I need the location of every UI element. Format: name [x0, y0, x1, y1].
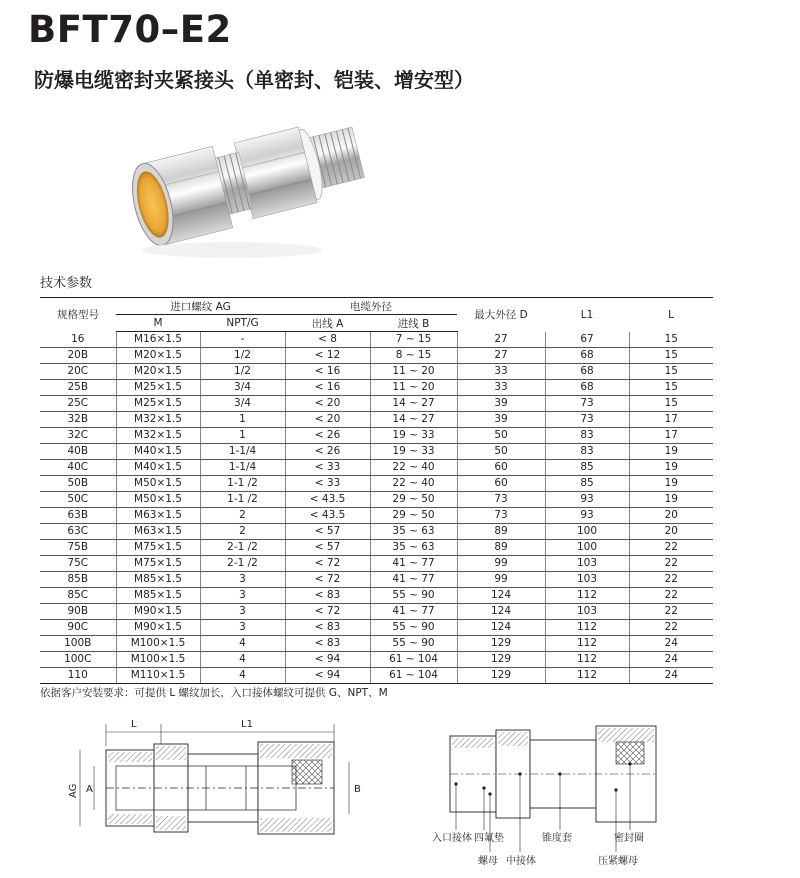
part-inlet-label: 入口接体 — [432, 833, 472, 844]
table-row — [40, 476, 713, 492]
table-row — [40, 620, 713, 636]
cell-l: 19 — [629, 460, 713, 476]
cell-cable-a: < 57 — [285, 524, 370, 540]
cell-cable-b: 55 ~ 90 — [370, 588, 457, 604]
cell-cable-b: 35 ~ 63 — [370, 524, 457, 540]
cell-cable-a: < 16 — [285, 380, 370, 396]
cell-max-d: 129 — [457, 668, 545, 684]
table-row — [40, 508, 713, 524]
cell-thread-m: M32×1.5 — [116, 412, 200, 428]
cell-l1: 103 — [545, 556, 629, 572]
cell-thread-m: M16×1.5 — [116, 332, 200, 348]
col-l1: L1 — [545, 298, 629, 332]
table-row — [40, 492, 713, 508]
cell-thread-m: M110×1.5 — [116, 668, 200, 684]
cell-thread-npt: 1-1/4 — [200, 460, 285, 476]
cell-l: 22 — [629, 620, 713, 636]
cell-thread-m: M100×1.5 — [116, 636, 200, 652]
cell-model: 100B — [40, 636, 116, 652]
cell-thread-npt: 2-1 /2 — [200, 556, 285, 572]
cell-l1: 103 — [545, 604, 629, 620]
cell-cable-b: 7 ~ 15 — [370, 332, 457, 348]
cell-cable-a: < 83 — [285, 588, 370, 604]
cell-max-d: 27 — [457, 332, 545, 348]
cell-l: 19 — [629, 476, 713, 492]
cell-model: 20B — [40, 348, 116, 364]
cell-model: 16 — [40, 332, 116, 348]
cell-thread-npt: 1-1 /2 — [200, 492, 285, 508]
col-thread-m: M — [116, 315, 200, 332]
cell-l1: 73 — [545, 396, 629, 412]
cell-thread-npt: 3 — [200, 588, 285, 604]
section-label: 技术参数 — [40, 276, 93, 291]
col-cable-b: 进线 B — [370, 315, 457, 332]
cell-max-d: 99 — [457, 556, 545, 572]
cell-thread-npt: 1 — [200, 412, 285, 428]
table-row — [40, 412, 713, 428]
part-cone-label: 锥度套 — [542, 833, 572, 844]
cell-l1: 112 — [545, 652, 629, 668]
cell-l: 20 — [629, 508, 713, 524]
cell-l1: 73 — [545, 412, 629, 428]
cell-thread-m: M85×1.5 — [116, 572, 200, 588]
cell-cable-a: < 26 — [285, 444, 370, 460]
cell-thread-npt: 1/2 — [200, 348, 285, 364]
cell-thread-npt: 2 — [200, 508, 285, 524]
cell-cable-a: < 33 — [285, 460, 370, 476]
cell-thread-m: M40×1.5 — [116, 444, 200, 460]
cell-model: 85C — [40, 588, 116, 604]
cell-max-d: 39 — [457, 412, 545, 428]
table-row — [40, 348, 713, 364]
cell-thread-npt: 3/4 — [200, 380, 285, 396]
cell-cable-b: 61 ~ 104 — [370, 652, 457, 668]
col-max-d: 最大外径 D — [457, 298, 545, 332]
cell-cable-b: 55 ~ 90 — [370, 636, 457, 652]
cell-max-d: 73 — [457, 492, 545, 508]
table-row — [40, 396, 713, 412]
cell-max-d: 60 — [457, 460, 545, 476]
cell-cable-a: < 12 — [285, 348, 370, 364]
table-row — [40, 332, 713, 348]
cell-l1: 68 — [545, 348, 629, 364]
dim-l-label: L — [131, 719, 137, 730]
cell-cable-b: 19 ~ 33 — [370, 428, 457, 444]
cell-thread-m: M75×1.5 — [116, 556, 200, 572]
page-title: BFT70–E2 — [28, 8, 232, 51]
cell-l1: 85 — [545, 476, 629, 492]
cell-cable-a: < 43.5 — [285, 492, 370, 508]
col-group-thread: 进口螺纹 AG — [116, 298, 285, 315]
cell-thread-m: M25×1.5 — [116, 396, 200, 412]
cell-cable-b: 22 ~ 40 — [370, 476, 457, 492]
cell-thread-npt: 2 — [200, 524, 285, 540]
cell-l: 24 — [629, 668, 713, 684]
table-row — [40, 444, 713, 460]
cell-max-d: 124 — [457, 620, 545, 636]
table-row — [40, 556, 713, 572]
cell-model: 25C — [40, 396, 116, 412]
cell-l: 22 — [629, 604, 713, 620]
cell-l1: 112 — [545, 620, 629, 636]
cell-max-d: 33 — [457, 364, 545, 380]
cell-cable-a: < 83 — [285, 620, 370, 636]
part-middle-label: 中接体 — [506, 856, 536, 867]
cell-thread-npt: 1/2 — [200, 364, 285, 380]
cell-l1: 112 — [545, 636, 629, 652]
cell-l1: 68 — [545, 380, 629, 396]
cell-max-d: 89 — [457, 540, 545, 556]
cell-l1: 100 — [545, 540, 629, 556]
cell-l: 15 — [629, 332, 713, 348]
table-row — [40, 524, 713, 540]
cell-model: 75B — [40, 540, 116, 556]
cell-thread-npt: 4 — [200, 652, 285, 668]
table-row — [40, 572, 713, 588]
cell-thread-npt: 1 — [200, 428, 285, 444]
cell-cable-a: < 72 — [285, 572, 370, 588]
cell-thread-m: M50×1.5 — [116, 476, 200, 492]
cell-cable-a: < 94 — [285, 652, 370, 668]
cell-l: 15 — [629, 364, 713, 380]
cell-l1: 103 — [545, 572, 629, 588]
cell-cable-a: < 72 — [285, 604, 370, 620]
cell-thread-npt: 1-1/4 — [200, 444, 285, 460]
cell-cable-b: 8 ~ 15 — [370, 348, 457, 364]
cell-thread-m: M32×1.5 — [116, 428, 200, 444]
cell-thread-m: M85×1.5 — [116, 588, 200, 604]
cell-cable-a: < 94 — [285, 668, 370, 684]
cell-model: 50B — [40, 476, 116, 492]
cell-cable-b: 41 ~ 77 — [370, 556, 457, 572]
cell-model: 63C — [40, 524, 116, 540]
cell-l1: 93 — [545, 492, 629, 508]
cell-l1: 85 — [545, 460, 629, 476]
cell-thread-npt: 4 — [200, 636, 285, 652]
cell-thread-m: M75×1.5 — [116, 540, 200, 556]
cell-thread-npt: 1-1 /2 — [200, 476, 285, 492]
cell-model: 85B — [40, 572, 116, 588]
cell-max-d: 89 — [457, 524, 545, 540]
cell-thread-npt: 2-1 /2 — [200, 540, 285, 556]
col-l: L — [629, 298, 713, 332]
cell-model: 25B — [40, 380, 116, 396]
cell-l: 15 — [629, 380, 713, 396]
cell-l: 22 — [629, 540, 713, 556]
cell-l1: 112 — [545, 588, 629, 604]
cell-thread-m: M63×1.5 — [116, 524, 200, 540]
cell-cable-a: < 43.5 — [285, 508, 370, 524]
cell-max-d: 50 — [457, 428, 545, 444]
cell-max-d: 73 — [457, 508, 545, 524]
cell-l: 17 — [629, 412, 713, 428]
cell-cable-b: 61 ~ 104 — [370, 668, 457, 684]
part-seal-label: 密封圈 — [614, 833, 644, 844]
cell-cable-a: < 20 — [285, 396, 370, 412]
cell-cable-b: 14 ~ 27 — [370, 396, 457, 412]
dim-a-label: A — [86, 784, 93, 795]
cell-cable-a: < 83 — [285, 636, 370, 652]
col-thread-npt: NPT/G — [200, 315, 285, 332]
cell-l: 15 — [629, 396, 713, 412]
cell-l1: 100 — [545, 524, 629, 540]
cell-cable-b: 29 ~ 50 — [370, 492, 457, 508]
cell-l1: 112 — [545, 668, 629, 684]
cell-model: 20C — [40, 364, 116, 380]
cell-thread-npt: 3 — [200, 620, 285, 636]
cell-max-d: 124 — [457, 604, 545, 620]
cell-model: 100C — [40, 652, 116, 668]
cell-thread-m: M25×1.5 — [116, 380, 200, 396]
cell-l: 24 — [629, 652, 713, 668]
table-row — [40, 428, 713, 444]
cell-cable-a: < 26 — [285, 428, 370, 444]
cell-l: 17 — [629, 428, 713, 444]
table-row — [40, 652, 713, 668]
spec-table — [40, 297, 713, 684]
cell-l: 15 — [629, 348, 713, 364]
cell-thread-npt: 3/4 — [200, 396, 285, 412]
page-subtitle: 防爆电缆密封夹紧接头（单密封、铠装、增安型） — [34, 68, 474, 92]
cell-thread-m: M20×1.5 — [116, 348, 200, 364]
spec-table-body — [40, 332, 713, 684]
dim-l1-label: L1 — [241, 719, 253, 730]
cell-thread-npt: 4 — [200, 668, 285, 684]
cell-thread-m: M20×1.5 — [116, 364, 200, 380]
cell-max-d: 124 — [457, 588, 545, 604]
cell-l: 24 — [629, 636, 713, 652]
table-row — [40, 668, 713, 684]
cell-model: 32B — [40, 412, 116, 428]
cell-thread-m: M40×1.5 — [116, 460, 200, 476]
cell-cable-a: < 20 — [285, 412, 370, 428]
cell-max-d: 27 — [457, 348, 545, 364]
cell-cable-b: 41 ~ 77 — [370, 604, 457, 620]
cell-l1: 67 — [545, 332, 629, 348]
cell-cable-b: 29 ~ 50 — [370, 508, 457, 524]
cell-thread-m: M50×1.5 — [116, 492, 200, 508]
col-model: 规格型号 — [40, 298, 116, 332]
cell-l: 22 — [629, 572, 713, 588]
cell-l: 22 — [629, 588, 713, 604]
table-row — [40, 460, 713, 476]
cell-cable-b: 19 ~ 33 — [370, 444, 457, 460]
cell-cable-a: < 16 — [285, 364, 370, 380]
cell-max-d: 129 — [457, 652, 545, 668]
cell-cable-a: < 72 — [285, 556, 370, 572]
cell-l1: 83 — [545, 428, 629, 444]
cell-model: 110 — [40, 668, 116, 684]
part-clamp-nut-label: 压紧螺母 — [598, 856, 638, 867]
table-row — [40, 380, 713, 396]
table-row — [40, 364, 713, 380]
cell-cable-b: 22 ~ 40 — [370, 460, 457, 476]
table-row — [40, 540, 713, 556]
cell-cable-b: 14 ~ 27 — [370, 412, 457, 428]
cell-l: 22 — [629, 556, 713, 572]
cell-cable-a: < 57 — [285, 540, 370, 556]
cell-cable-b: 11 ~ 20 — [370, 364, 457, 380]
cell-model: 90B — [40, 604, 116, 620]
dim-ag-label: AG — [68, 783, 79, 798]
cell-thread-m: M90×1.5 — [116, 620, 200, 636]
product-photo — [112, 100, 374, 265]
cell-thread-npt: 3 — [200, 604, 285, 620]
cell-cable-b: 35 ~ 63 — [370, 540, 457, 556]
cell-l: 19 — [629, 444, 713, 460]
cell-thread-m: M90×1.5 — [116, 604, 200, 620]
cell-max-d: 99 — [457, 572, 545, 588]
part-nut-label: 螺母 — [478, 856, 498, 867]
cell-l1: 68 — [545, 364, 629, 380]
cell-cable-b: 41 ~ 77 — [370, 572, 457, 588]
col-group-cable: 电缆外径 — [285, 298, 457, 315]
section-drawing — [420, 714, 670, 874]
cell-l1: 83 — [545, 444, 629, 460]
part-ptfe-label: 四氟垫 — [474, 833, 504, 844]
installation-note: 依据客户安装要求：可提供 L 螺纹加长，入口接体螺纹可提供 G、NPT、M — [40, 687, 388, 699]
table-row — [40, 588, 713, 604]
cell-max-d: 60 — [457, 476, 545, 492]
cell-cable-b: 55 ~ 90 — [370, 620, 457, 636]
cell-model: 90C — [40, 620, 116, 636]
cell-max-d: 50 — [457, 444, 545, 460]
cell-thread-m: M100×1.5 — [116, 652, 200, 668]
cell-cable-a: < 8 — [285, 332, 370, 348]
cell-max-d: 39 — [457, 396, 545, 412]
table-row — [40, 636, 713, 652]
dim-b-label: B — [354, 784, 361, 795]
cell-l: 19 — [629, 492, 713, 508]
cell-thread-npt: 3 — [200, 572, 285, 588]
cell-max-d: 129 — [457, 636, 545, 652]
dimension-drawing — [66, 714, 366, 844]
cell-model: 75C — [40, 556, 116, 572]
table-row — [40, 604, 713, 620]
cell-max-d: 33 — [457, 380, 545, 396]
cell-thread-npt: - — [200, 332, 285, 348]
cell-l: 20 — [629, 524, 713, 540]
cell-model: 63B — [40, 508, 116, 524]
cell-l1: 93 — [545, 508, 629, 524]
col-cable-a: 出线 A — [285, 315, 370, 332]
cell-model: 40B — [40, 444, 116, 460]
cell-model: 50C — [40, 492, 116, 508]
cell-cable-a: < 33 — [285, 476, 370, 492]
cell-thread-m: M63×1.5 — [116, 508, 200, 524]
cell-model: 32C — [40, 428, 116, 444]
cell-model: 40C — [40, 460, 116, 476]
cell-cable-b: 11 ~ 20 — [370, 380, 457, 396]
